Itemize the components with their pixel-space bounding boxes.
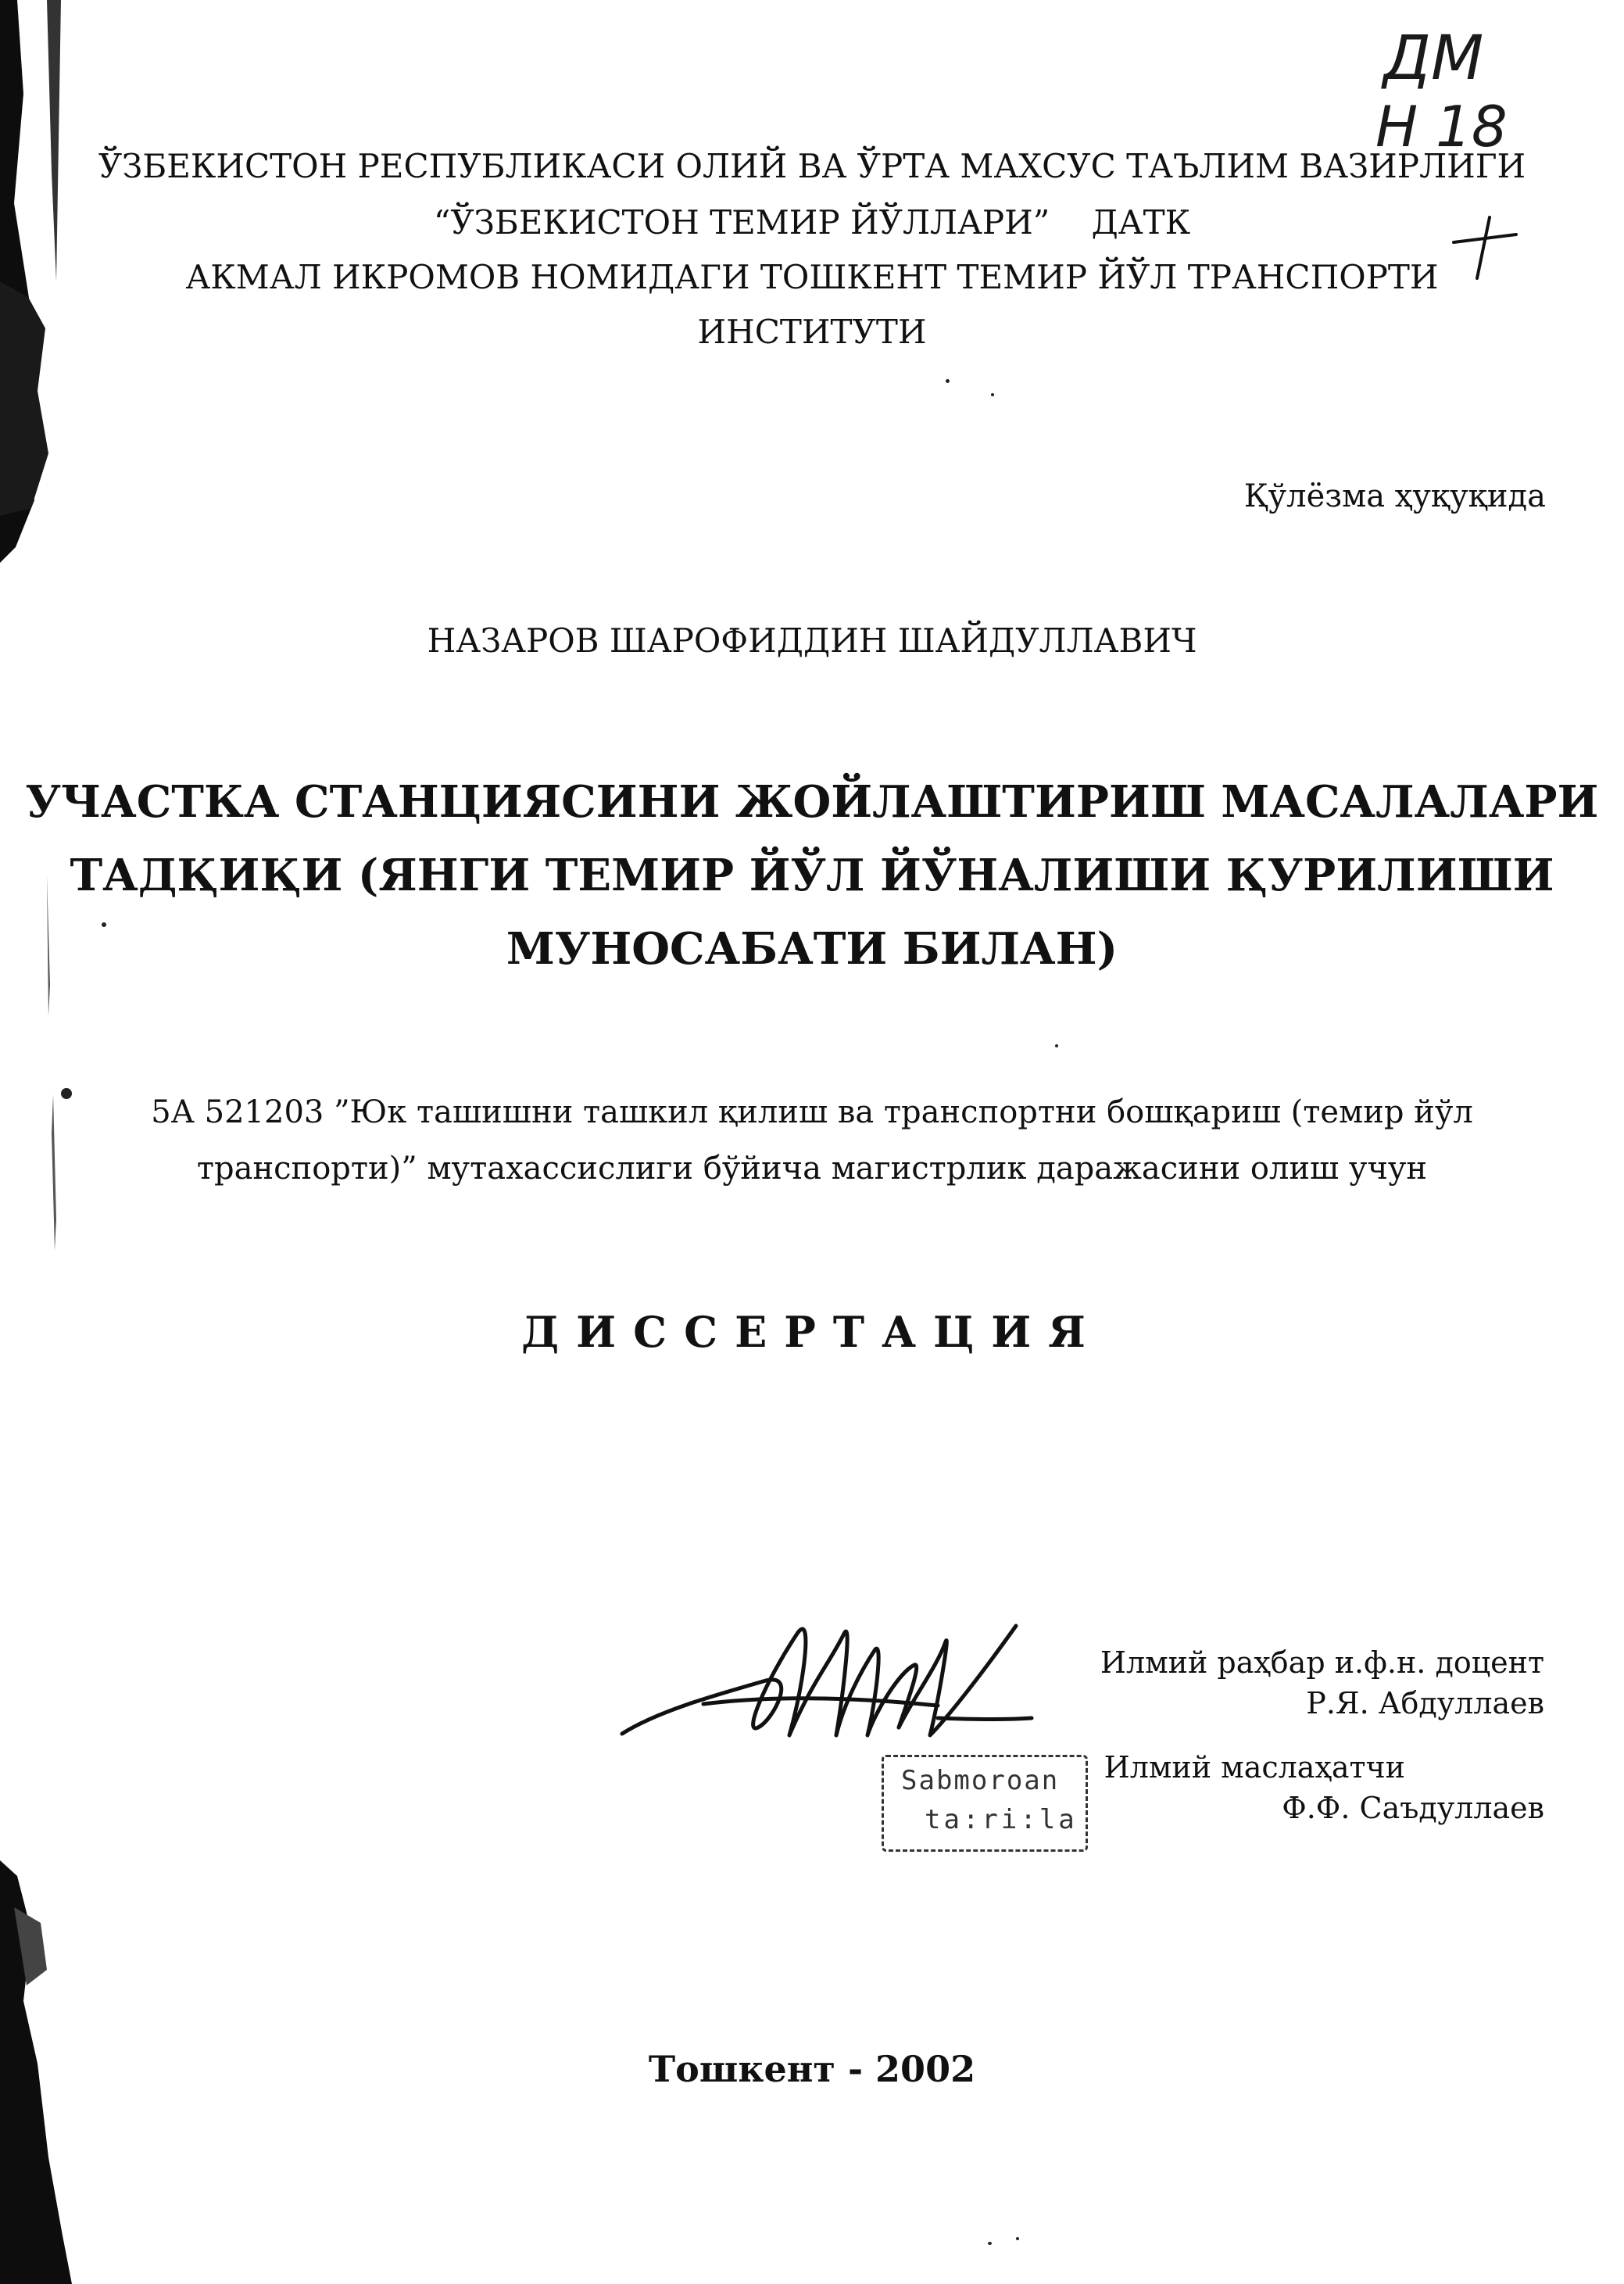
corner-mark-top: ДМ [1383,23,1484,94]
library-stamp [882,1755,1088,1852]
consultant-role: Илмий маслаҳатчи [1104,1750,1405,1785]
document-type: ДИССЕРТАЦИЯ [521,1307,1103,1357]
institute-name-line2: ИНСТИТУТИ [697,313,927,351]
plus-mark [1446,211,1524,281]
title-line2: ТАДҚИҚИ (ЯНГИ ТЕМИР ЙЎЛ ЙЎНАЛИШИ ҚУРИЛИШИ [70,850,1554,901]
handwritten-corner-mark [1360,16,1555,281]
company-name: “ЎЗБЕКИСТОН ТЕМИР ЙЎЛЛАРИ” ДАТК [433,203,1191,242]
title-line1: УЧАСТКА СТАНЦИЯСИНИ ЖОЙЛАШТИРИШ МАСАЛАЛАРИ [25,776,1599,828]
scan-speck [1016,2237,1019,2240]
corner-mark-bottom: Н 18 [1375,94,1508,159]
supervisor-role: Илмий раҳбар и.ф.н. доцент [1100,1645,1544,1680]
specialty-line1: 5А 521203 ”Юк ташишни ташкил қилиш ва транспортни бошқариш (темир йўл [151,1094,1473,1130]
stamp-text-line1: Sabmoroan [901,1765,1060,1796]
title-line3: МУНОСАБАТИ БИЛАН) [506,923,1118,975]
city-year: Тошкент - 2002 [648,2048,976,2090]
ministry-name: ЎЗБЕКИСТОН РЕСПУБЛИКАСИ ОЛИЙ ВА ЎРТА МАХСУС ТАЪЛИМ ВАЗИРЛИГИ [98,147,1526,185]
supervisor-name: Р.Я. Абдуллаев [1306,1686,1544,1720]
consultant-name: Ф.Ф. Саъдуллаев [1282,1791,1544,1825]
specialty-line2: транспорти)” мутахассислиги бўйича магистрлик даражасини олиш учун [196,1151,1428,1187]
scan-speck [946,379,950,383]
institute-name-line1: АКМАЛ ИКРОМОВ НОМИДАГИ ТОШКЕНТ ТЕМИР ЙЎЛ ТРАНСПОРТИ [185,258,1439,296]
handwritten-signature [610,1587,1047,1774]
manuscript-rights-note: Қўлёзма ҳуқуқида [1243,478,1546,514]
stamp-text-line2: ta:ri:la [925,1804,1078,1835]
author-name: НАЗАРОВ ШАРОФИДДИН ШАЙДУЛЛАВИЧ [427,621,1197,660]
scan-speck [1055,1044,1058,1047]
scan-speck [988,2242,992,2245]
scan-speck [991,393,994,396]
